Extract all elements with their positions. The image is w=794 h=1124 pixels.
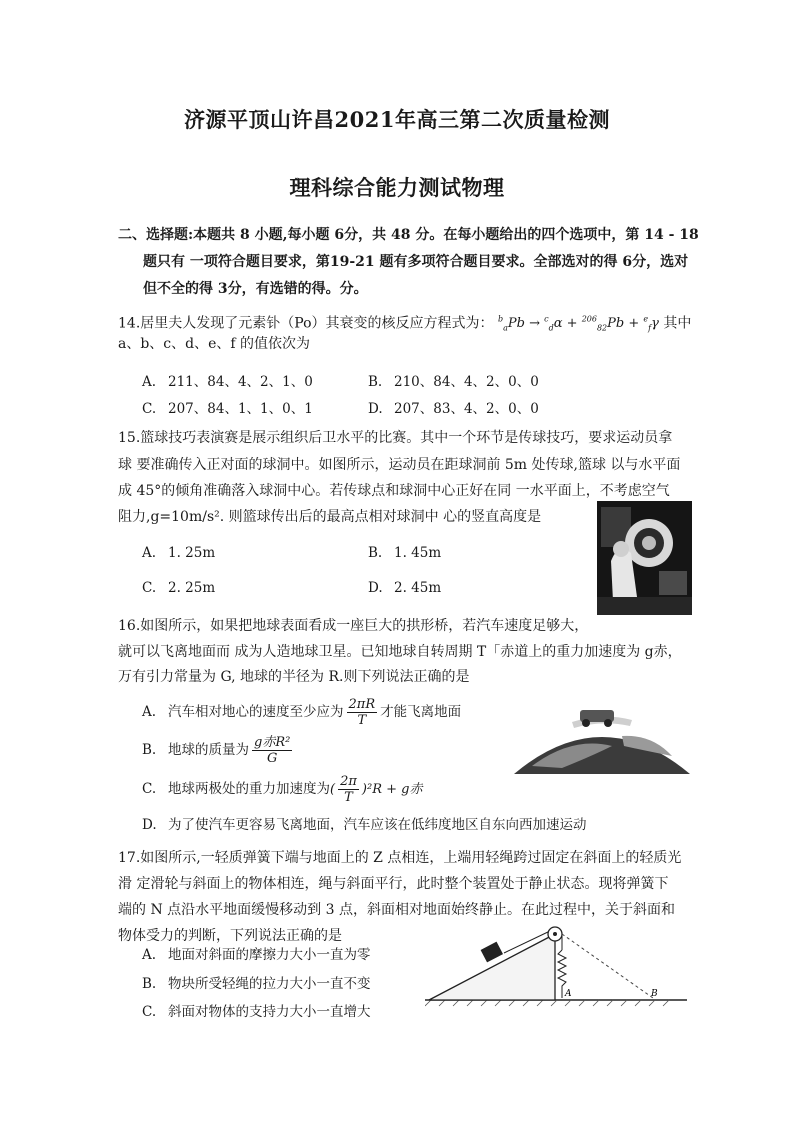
q14-stem-prefix: 14.居里夫人发现了元素钋（Po）其衰变的核反应方程式为： (118, 315, 494, 332)
option-label: A. (142, 374, 157, 390)
option-text-suffix: 才能飞离地面 (380, 704, 462, 720)
fraction-denominator: T (357, 713, 367, 728)
option-text: 211、84、4、2、1、0 (168, 374, 313, 390)
q14-stem-suffix: 其中 (663, 315, 692, 332)
option-text: 207、84、1、1、0、1 (168, 401, 313, 417)
basketball-photo (597, 501, 692, 615)
page-subtitle: 理科综合能力测试物理 (289, 175, 505, 200)
option-label: C. (142, 781, 157, 797)
q17-option-c (142, 1001, 371, 1023)
option-label: D. (368, 580, 383, 596)
q15-line-4: 阻力,g=10m/s². 则篮球传出后的最高点相对球洞中 心的竖直高度是 (118, 509, 542, 525)
q16-option-d (142, 814, 587, 836)
q16-line-3: 万有引力常量为 G, 地球的半径为 R.则下列说法正确的是 (118, 669, 470, 685)
option-text: 1. 25m (168, 545, 216, 561)
point-a-label: A (565, 989, 572, 999)
option-text: 地面对斜面的摩擦力大小一直为零 (168, 947, 371, 963)
q14-line-2: a、b、c、d、e、f 的值依次为 (118, 336, 311, 352)
q16-line-2: 就可以飞离地面而 成为人造地球卫星。已知地球自转周期 T「赤道上的重力加速度为 g赤， (118, 644, 682, 660)
option-text-suffix: R + g赤 (372, 782, 423, 797)
q14-option-c (142, 398, 313, 420)
q17-line-2: 滑 定滑轮与斜面上的物体相连，绳与斜面平行，此时整个装置处于静止状态。现将弹簧下 (118, 876, 669, 892)
fraction-numerator: 2πR (348, 697, 376, 712)
option-text: 210、84、4、2、0、0 (394, 374, 539, 390)
fraction-formula (252, 735, 292, 766)
q15-option-a (142, 542, 215, 564)
option-label: A. (142, 545, 157, 561)
q16-line-1: 16.如图所示，如果把地球表面看成一座巨大的拱形桥，若汽车速度足够大， (118, 618, 589, 634)
earth-bridge-figure (512, 706, 692, 774)
option-label: B. (368, 545, 383, 561)
fraction-formula (338, 774, 359, 805)
q15-option-b (368, 542, 441, 564)
option-text: 地球两极处的重力加速度为 (168, 781, 330, 797)
q16-option-a (142, 697, 461, 728)
q15-option-d (368, 577, 441, 599)
option-label: A. (142, 947, 157, 963)
q14-option-d (368, 398, 539, 420)
q17-line-3: 端的 N 点沿水平地面缓慢移动到 3 点，斜面相对地面始终静止。在此过程中，关于斜面和 (118, 902, 675, 918)
q15-line-1: 15.篮球技巧表演赛是展示组织后卫水平的比赛。其中一个环节是传球技巧，要求运动员拿 (118, 430, 673, 446)
option-text: 地球的质量为 (168, 742, 249, 758)
q14-reaction-formula: $^b_a$Pb → $^c_d$α + $^{206}_{82}$Pb + $^e_f$γ (498, 315, 659, 333)
option-text: 为了使汽车更容易飞离地面，汽车应该在低纬度地区自东向西加速运动 (168, 817, 587, 833)
paren-open: ( (330, 782, 336, 797)
q14-option-b (368, 371, 539, 393)
q17-line-4: 物体受力的判断，下列说法正确的是 (118, 928, 342, 944)
q16-option-b (142, 735, 295, 766)
option-text: 物块所受轻绳的拉力大小一直不变 (168, 976, 371, 992)
option-label: C. (142, 401, 157, 417)
option-text: 斜面对物体的支持力大小一直增大 (168, 1004, 371, 1020)
fraction-formula (347, 697, 378, 728)
option-text: 1. 45m (394, 545, 442, 561)
incline-pulley-figure (425, 920, 695, 1008)
option-label: B. (142, 976, 157, 992)
fraction-numerator: 2π (340, 774, 357, 789)
point-b-label: B (651, 989, 658, 999)
fraction-denominator: G (266, 751, 278, 766)
option-label: A. (142, 704, 157, 720)
fraction-denominator: T (344, 790, 353, 805)
section-line-1: 二、选择题:本题共 8 小题,每小题 6分，共 48 分。在每小题给出的四个选项中，第 14 - 18 (118, 227, 699, 243)
q17-option-b (142, 973, 371, 995)
option-text: 汽车相对地心的速度至少应为 (168, 704, 344, 720)
option-text: 207、83、4、2、0、0 (394, 401, 539, 417)
option-text: 2. 45m (394, 580, 442, 596)
paren-close-squared: )² (361, 782, 373, 797)
option-label: C. (142, 580, 157, 596)
q16-option-c (142, 774, 422, 805)
q15-line-2: 球 要准确传入正对面的球洞中。如图所示，运动员在距球洞前 5m 处传球,篮球 以与水平面 (118, 457, 681, 473)
q17-option-a (142, 944, 371, 966)
section-line-3: 但不全的得 3分，有选错的得。分。 (143, 281, 368, 297)
option-label: B. (368, 374, 383, 390)
option-label: D. (142, 817, 157, 833)
option-label: D. (368, 401, 383, 417)
fraction-numerator: g赤R² (254, 735, 291, 750)
q17-line-1: 17.如图所示,一轻质弹簧下端与地面上的 Z 点相连，上端用轻绳跨过固定在斜面上的轻质光 (118, 850, 682, 866)
section-line-2: 题只有 一项符合题目要求，第19-21 题有多项符合题目要求。全部选对的得 6分，选对 (143, 254, 689, 270)
option-label: C. (142, 1004, 157, 1020)
q14-option-a (142, 371, 313, 393)
page-title: 济源平顶山许昌2021年高三第二次质量检测 (184, 107, 610, 132)
option-label: B. (142, 742, 157, 758)
option-text: 2. 25m (168, 580, 216, 596)
q15-option-c (142, 577, 215, 599)
q15-line-3: 成 45°的倾角准确落入球洞中心。若传球点和球洞中心正好在同 一水平面上，不考虑空气 (118, 483, 670, 499)
